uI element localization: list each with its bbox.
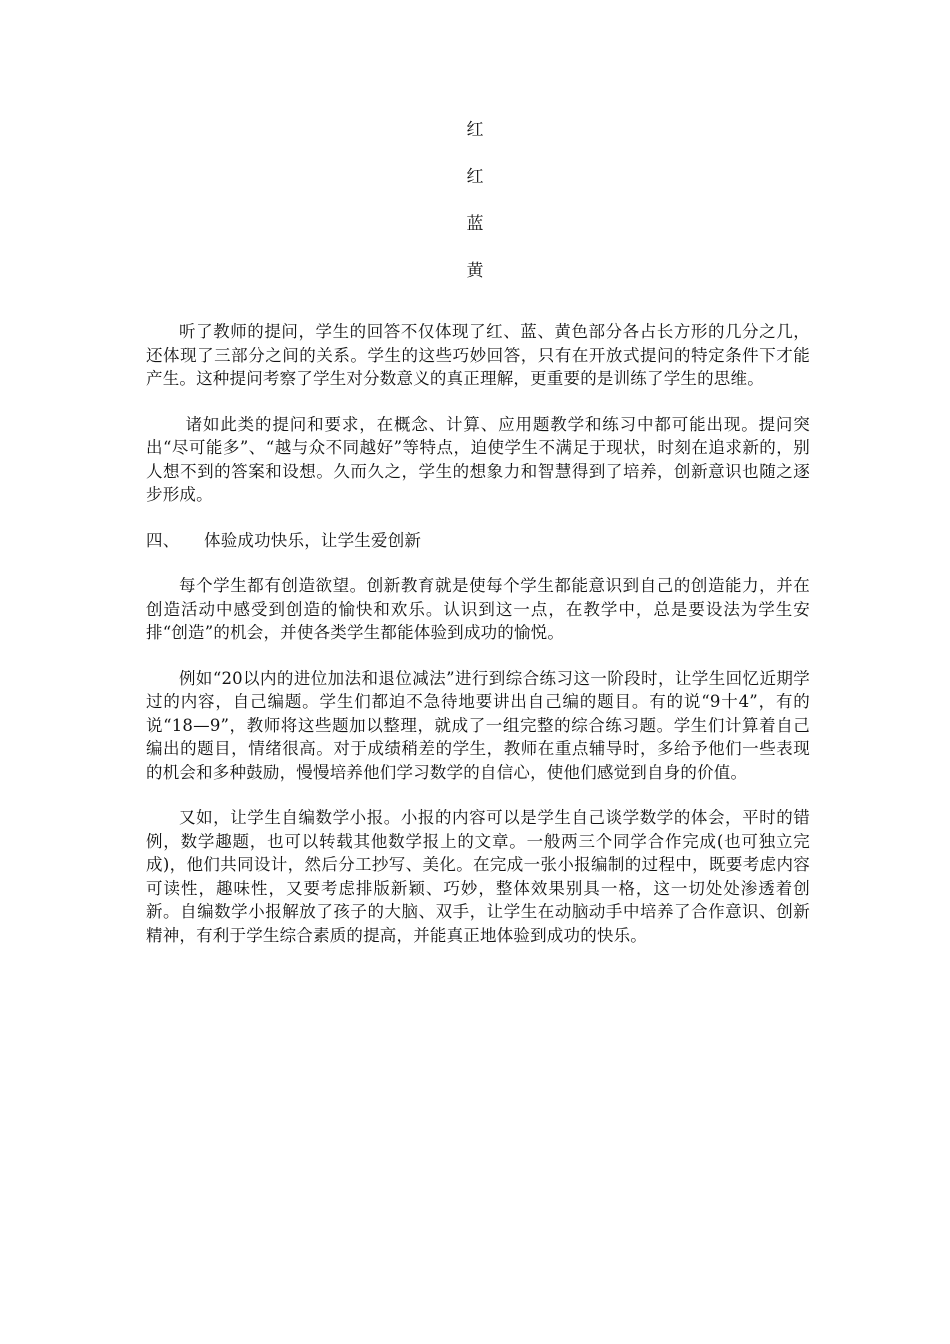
section-title: 体验成功快乐，让学生爱创新	[204, 530, 422, 550]
paragraph-creative-desire: 每个学生都有创造欲望。创新教育就是使每个学生都能意识到自己的创造能力，并在创造活动中感受到创造的愉快和欢乐。认识到这一点，在教学中，总是要设法为学生安排“创造”的机会，并使各类学生都能体验到成功的愉悦。	[146, 576, 810, 642]
section-number: 四、	[146, 530, 180, 550]
color-label-red-1: 红	[466, 120, 484, 140]
paragraph-student-answers: 听了教师的提问，学生的回答不仅体现了红、蓝、黄色部分各占长方形的几分之几，还体现了三部分之间的关系。学生的这些巧妙回答，只有在开放式提问的特定条件下才能产生。这种提问考察了学生对分数意义的真正理解，更重要的是训练了学生的思维。	[146, 322, 810, 388]
section-heading	[146, 529, 810, 553]
color-label-yellow: 黄	[466, 261, 484, 281]
paragraph-example-exercises: 例如“20以内的进位加法和退位减法”进行到综合练习这一阶段时，让学生回忆近期学过的内容，自己编题。学生们都迫不急待地要讲出自己编的题目。有的说“9十4”，有的说“18—9”，教师将这些题加以整理，就成了一组完整的综合练习题。学生们计算着自己编出的题目，情绪很高。对于成绩稍差的学生，教师在重点辅导时，多给予他们一些表现的机会和多种鼓励，慢慢培养他们学习数学的自信心，使他们感觉到自身的价值。	[146, 668, 810, 782]
color-label-blue: 蓝	[466, 214, 484, 234]
color-label-red-2: 红	[466, 167, 484, 187]
paragraph-math-newspaper: 又如，让学生自编数学小报。小报的内容可以是学生自己谈学数学的体会，平时的错例，数学趣题，也可以转载其他数学报上的文章。一般两三个同学合作完成(也可独立完成)，他们共同设计，然后分工抄写、美化。在完成一张小报编制的过程中，既要考虑内容可读性，趣味性，又要考虑排版新颖、巧妙，整体效果别具一格，这一切处处渗透着创新。自编数学小报解放了孩子的大脑、双手，让学生在动脑动手中培养了合作意识、创新精神，有利于学生综合素质的提高，并能真正地体验到成功的快乐。	[146, 808, 810, 945]
color-label-list	[0, 120, 950, 308]
paragraph-open-questions: 诸如此类的提问和要求，在概念、计算、应用题教学和练习中都可能出现。提问突出“尽可能多”、“越与众不同越好”等特点，迫使学生不满足于现状，时刻在追求新的，别人想不到的答案和设想。久而久之，学生的想象力和智慧得到了培养，创新意识也随之逐步形成。	[146, 414, 810, 504]
body-text	[146, 320, 810, 969]
